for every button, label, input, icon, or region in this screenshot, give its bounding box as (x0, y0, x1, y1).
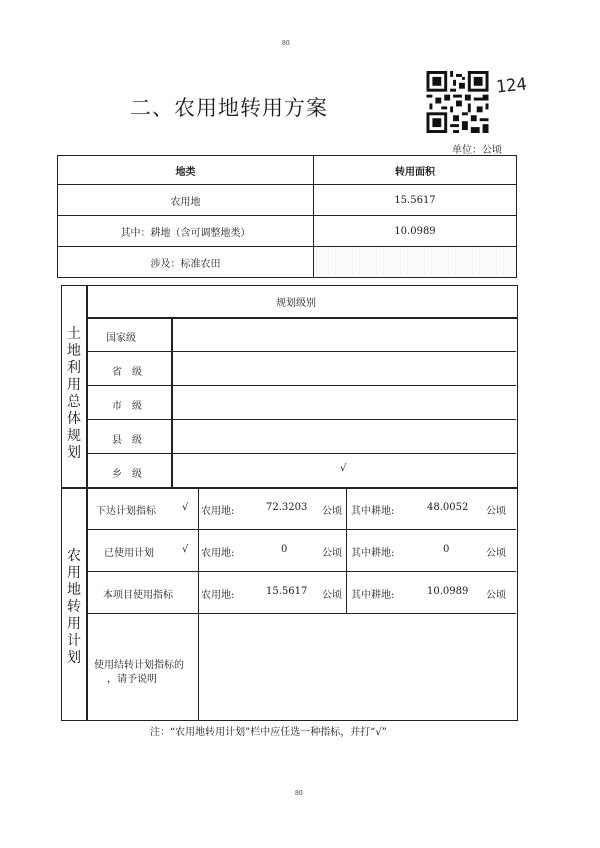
table-header-row (58, 156, 517, 185)
arable-unit: 公顷 (486, 590, 506, 601)
farmland-label: 农用地: (201, 590, 235, 601)
row-value (314, 247, 517, 278)
qr-code (426, 71, 489, 133)
transfer-label-line1: 使用结转计划指标的 (94, 660, 184, 671)
row-label: 涉及：标准农田 (58, 247, 314, 278)
page-number-top: 80 (282, 40, 290, 47)
farmland-value: 72.3203 (266, 502, 308, 513)
arable-label: 其中耕地: (351, 590, 395, 601)
township-check-mark: √ (340, 463, 347, 474)
level-city: 市 级 (112, 401, 142, 412)
arable-unit: 公顷 (486, 548, 506, 559)
plan-row-label: 下达计划指标 (96, 506, 156, 517)
table-row (58, 185, 517, 216)
table-row (58, 216, 517, 247)
header-land-type: 地类 (58, 156, 314, 185)
level-province: 省 级 (112, 367, 142, 378)
handwritten-number: 124 (495, 74, 528, 98)
land-type-table (57, 155, 517, 278)
footnote: 注：“农用地转用计划”栏中应任选一种指标，并打“√” (150, 727, 387, 738)
page-title: 二、农用地转用方案 (130, 96, 328, 120)
conversion-side-label: 农用地转用计划 (67, 548, 81, 666)
level-national: 国家级 (106, 333, 136, 344)
table-row (58, 247, 517, 278)
header-converted-area: 转用面积 (314, 156, 517, 185)
plan-label-column (86, 487, 199, 721)
arable-value: 0 (443, 544, 450, 555)
row-value: 10.0989 (314, 216, 517, 247)
plan-row-check: √ (182, 502, 189, 513)
farmland-value: 15.5617 (266, 586, 308, 597)
row-label: 其中：耕地（含可调整地类） (58, 216, 314, 247)
page-number-bottom: 80 (295, 790, 303, 797)
plan-row-check: √ (182, 544, 189, 555)
arable-label: 其中耕地: (351, 548, 395, 559)
planning-header: 规划级别 (276, 298, 316, 309)
plan-row-label: 已使用计划 (104, 548, 154, 559)
farmland-label: 农用地: (201, 548, 235, 559)
transfer-label-line2: ，请予说明 (107, 674, 157, 685)
row-label: 农用地 (58, 185, 314, 216)
level-county: 县 级 (112, 435, 142, 446)
arable-value: 10.0989 (427, 586, 469, 597)
farmland-unit: 公顷 (322, 590, 342, 601)
farmland-unit: 公顷 (322, 548, 342, 559)
arable-unit: 公顷 (486, 506, 506, 517)
planning-side-label: 土地利用总体规划 (67, 326, 81, 461)
farmland-unit: 公顷 (322, 506, 342, 517)
arable-value: 48.0052 (427, 502, 469, 513)
farmland-value: 0 (281, 544, 288, 555)
arable-label: 其中耕地: (351, 506, 395, 517)
plan-row-label: 本项目使用指标 (103, 590, 173, 601)
row-value: 15.5617 (314, 185, 517, 216)
farmland-label: 农用地: (201, 506, 235, 517)
unit-label: 单位：公顷 (452, 145, 502, 156)
level-township: 乡 级 (112, 469, 142, 480)
